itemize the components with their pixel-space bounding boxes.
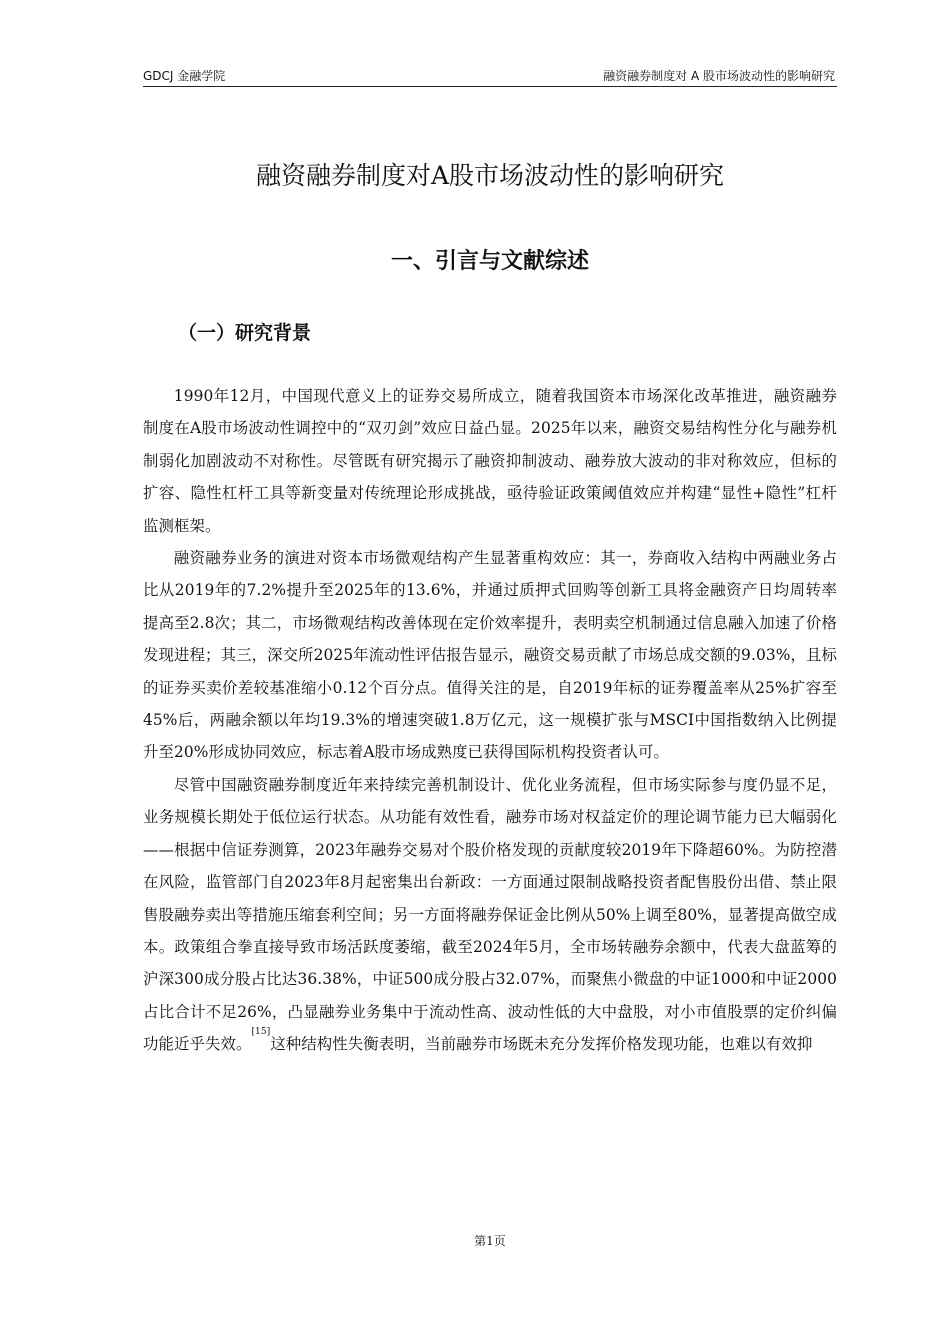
- header-paper-title: 融资融券制度对 A 股市场波动性的影响研究: [603, 69, 835, 83]
- paragraph-3-text: 尽管中国融资融券制度近年来持续完善机制设计、优化业务流程，但市场实际参与度仍显不足，业务规模长期处于低位运行状态。从功能有效性看，融券市场对权益定价的理论调节能力已大幅弱化——根据中信证券测算，2023年融券交易对个股价格发现的贡献度较2019年下降超60%。为防控潜在风险，监管部门自2023年8月起密集出台新政：一方面通过限制战略投资者配售股份出借、禁止限售股融券卖出等措施压缩套利空间；另一方面将融券保证金比例从50%上调至80%，显著提高做空成本。政策组合拳直接导致市场活跃度萎缩，截至2024年5月，全市场转融券余额中，代表大盘蓝筹的沪深300成分股占比达36.38%，中证500成分股占32.07%，而聚焦小微盘的中证1000和中证2000占比合计不足26%，凸显融券业务集中于流动性高、波动性低的大中盘股，对小市值股票的定价纠偏功能近乎失效。: [143, 775, 837, 1054]
- section-heading: 一、引言与文献综述: [390, 249, 589, 274]
- body-text: [143, 380, 837, 1061]
- header-institution: GDCJ 金融学院: [143, 69, 226, 83]
- paragraph-3: [143, 769, 837, 1061]
- running-header: [143, 66, 837, 87]
- subsection-heading: （一）研究背景: [178, 322, 312, 344]
- paragraph-3-tail: 这种结构性失衡表明，当前融券市场既未充分发挥价格发现功能，也难以有效抑: [270, 1035, 813, 1054]
- citation-marker: [15]: [251, 1027, 271, 1038]
- paragraph-1: 1990年12月，中国现代意义上的证券交易所成立，随着我国资本市场深化改革推进，融资融券制度在A股市场波动性调控中的“双刃剑”效应日益凸显。2025年以来，融资交易结构性分化与融券机制弱化加剧波动不对称性。尽管既有研究揭示了融资抑制波动、融券放大波动的非对称效应，但标的扩容、隐性杠杆工具等新变量对传统理论形成挑战，亟待验证政策阈值效应并构建“显性+隐性”杠杆监测框架。: [143, 387, 837, 535]
- page-number: 第1页: [474, 1234, 506, 1248]
- document-title: 融资融券制度对A股市场波动性的影响研究: [255, 161, 725, 190]
- paragraph-2: 融资融券业务的演进对资本市场微观结构产生显著重构效应：其一，券商收入结构中两融业务占比从2019年的7.2%提升至2025年的13.6%，并通过质押式回购等创新工具将金融资产日均周转率提高至2.8次；其二，市场微观结构改善体现在定价效率提升，表明卖空机制通过信息融入加速了价格发现进程；其三，深交所2025年流动性评估报告显示，融资交易贡献了市场总成交额的9.03%，且标的证券买卖价差较基准缩小0.12个百分点。值得关注的是，自2019年标的证券覆盖率从25%扩容至45%后，两融余额以年均19.3%的增速突破1.8万亿元，这一规模扩张与MSCI中国指数纳入比例提升至20%形成协同效应，标志着A股市场成熟度已获得国际机构投资者认可。: [143, 549, 837, 762]
